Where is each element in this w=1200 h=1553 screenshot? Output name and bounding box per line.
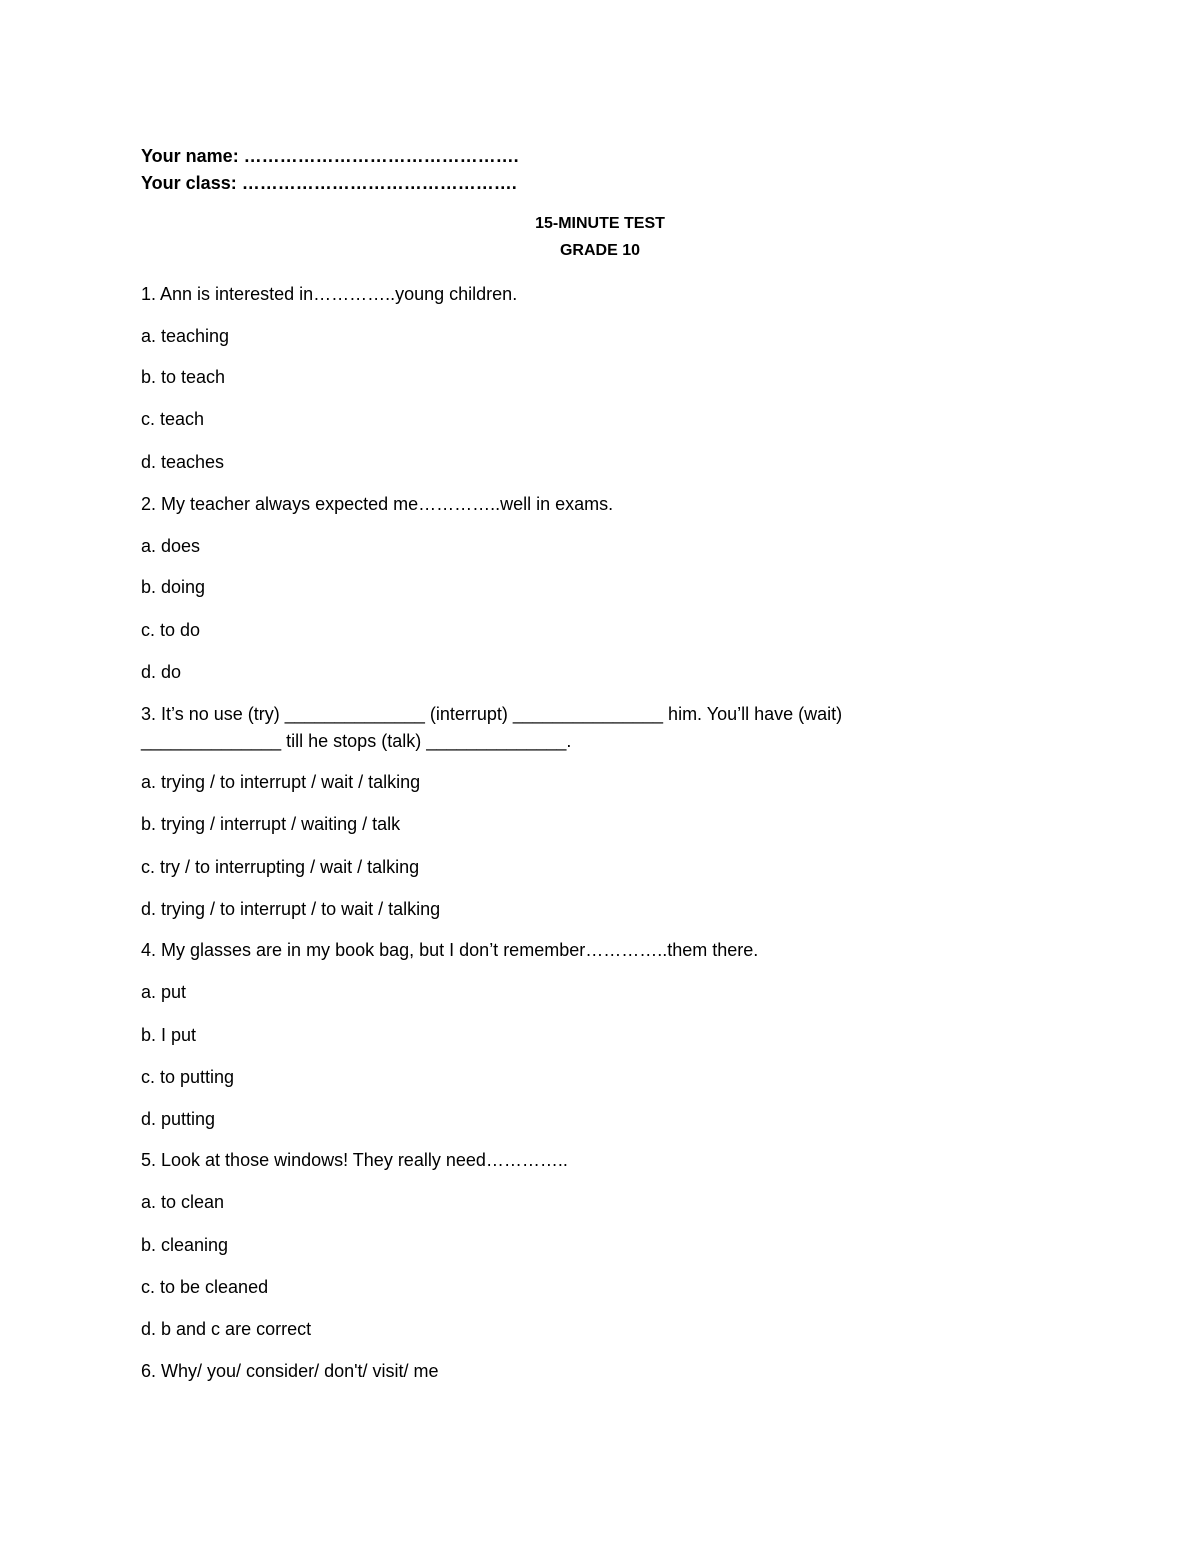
question-5-option-d: d. b and c are correct	[141, 1319, 312, 1339]
question-3-line-1: 3. It’s no use (try) ______________ (interrupt) _______________ him. You’ll have (wait)	[141, 704, 843, 724]
question-4: 4. My glasses are in my book bag, but I don’t remember…………..them there.	[141, 940, 759, 960]
question-3-option-b: b. trying / interrupt / waiting / talk	[141, 814, 401, 834]
question-2: 2. My teacher always expected me…………..well in exams.	[141, 494, 614, 514]
class-line: Your class: ……………………………………….	[141, 173, 517, 193]
question-4-option-b: b. I put	[141, 1025, 197, 1045]
question-3-option-d: d. trying / to interrupt / to wait / talking	[141, 899, 441, 919]
question-5-option-c: c. to be cleaned	[141, 1277, 269, 1297]
question-2-option-a: a. does	[141, 536, 201, 556]
question-1-option-d: d. teaches	[141, 452, 225, 472]
question-2-option-c: c. to do	[141, 620, 201, 640]
question-4-option-a: a. put	[141, 982, 187, 1002]
question-2-option-d: d. do	[141, 662, 182, 682]
question-1-option-a: a. teaching	[141, 326, 230, 346]
question-5-option-b: b. cleaning	[141, 1235, 229, 1255]
question-1-option-c: c. teach	[141, 409, 205, 429]
name-line: Your name: ……………………………………….	[141, 146, 519, 166]
question-1: 1. Ann is interested in…………..young children.	[141, 284, 518, 304]
question-5-option-a: a. to clean	[141, 1192, 225, 1212]
question-3-line-2: ______________ till he stops (talk) ______________.	[141, 731, 572, 751]
question-4-option-d: d. putting	[141, 1109, 216, 1129]
question-5: 5. Look at those windows! They really need…………..	[141, 1150, 568, 1170]
question-1-option-b: b. to teach	[141, 367, 226, 387]
test-title: 15-MINUTE TEST	[535, 215, 665, 232]
question-3-option-a: a. trying / to interrupt / wait / talking	[141, 772, 421, 792]
question-6: 6. Why/ you/ consider/ don't/ visit/ me	[141, 1361, 439, 1381]
question-3-option-c: c. try / to interrupting / wait / talking	[141, 857, 420, 877]
grade-title: GRADE 10	[559, 242, 641, 259]
question-4-option-c: c. to putting	[141, 1067, 235, 1087]
question-2-option-b: b. doing	[141, 577, 206, 597]
